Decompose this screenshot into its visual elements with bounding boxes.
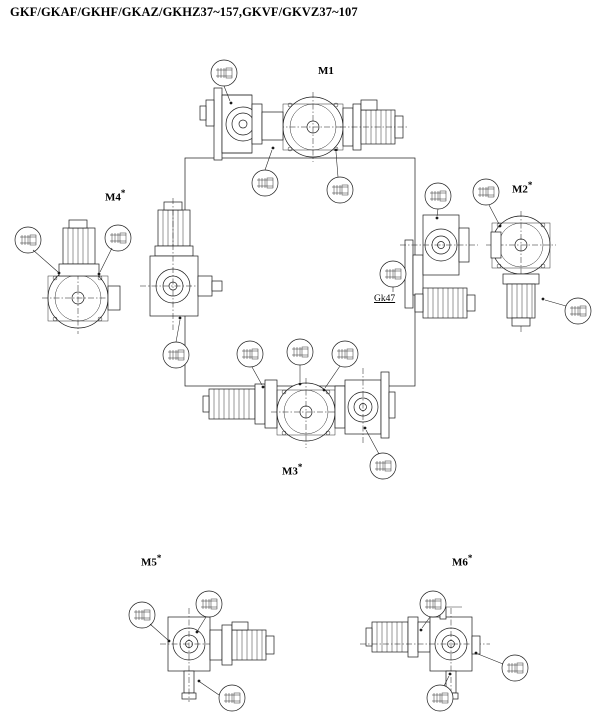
callout-bubble — [287, 339, 313, 385]
label-m5: M5* — [141, 553, 162, 569]
label-m2: M2* — [512, 180, 533, 196]
unit-m3 — [203, 368, 395, 448]
label-m6: M6* — [452, 553, 473, 569]
page-title: GKF/GKAF/GKHF/GKAZ/GKHZ37~157,GKVF/GKVZ37~107 — [10, 5, 358, 19]
gk47-note: Gk47 — [374, 294, 396, 304]
callout-bubble — [252, 147, 278, 196]
callout-bubble — [327, 149, 353, 203]
callout-bubble — [542, 298, 591, 324]
callout-bubble — [98, 225, 131, 275]
unit-m1 — [200, 88, 408, 162]
callout-bubble — [380, 261, 406, 292]
unit-m5 — [160, 608, 274, 702]
callout-bubble — [198, 680, 245, 711]
label-m4: M4* — [105, 188, 126, 204]
callout-bubble — [425, 183, 451, 219]
callout-bubble — [475, 652, 528, 681]
label-m1: M1 — [318, 65, 334, 77]
callout-bubble — [129, 602, 170, 642]
callout-bubble — [237, 341, 264, 388]
unit-m6 — [360, 607, 490, 702]
label-m3: M3* — [282, 462, 303, 478]
unit-m4 — [42, 198, 222, 334]
callout-bubble — [15, 227, 60, 274]
callout-bubble — [473, 179, 501, 227]
unit-m2 — [400, 211, 556, 332]
callout-bubble — [364, 427, 396, 479]
